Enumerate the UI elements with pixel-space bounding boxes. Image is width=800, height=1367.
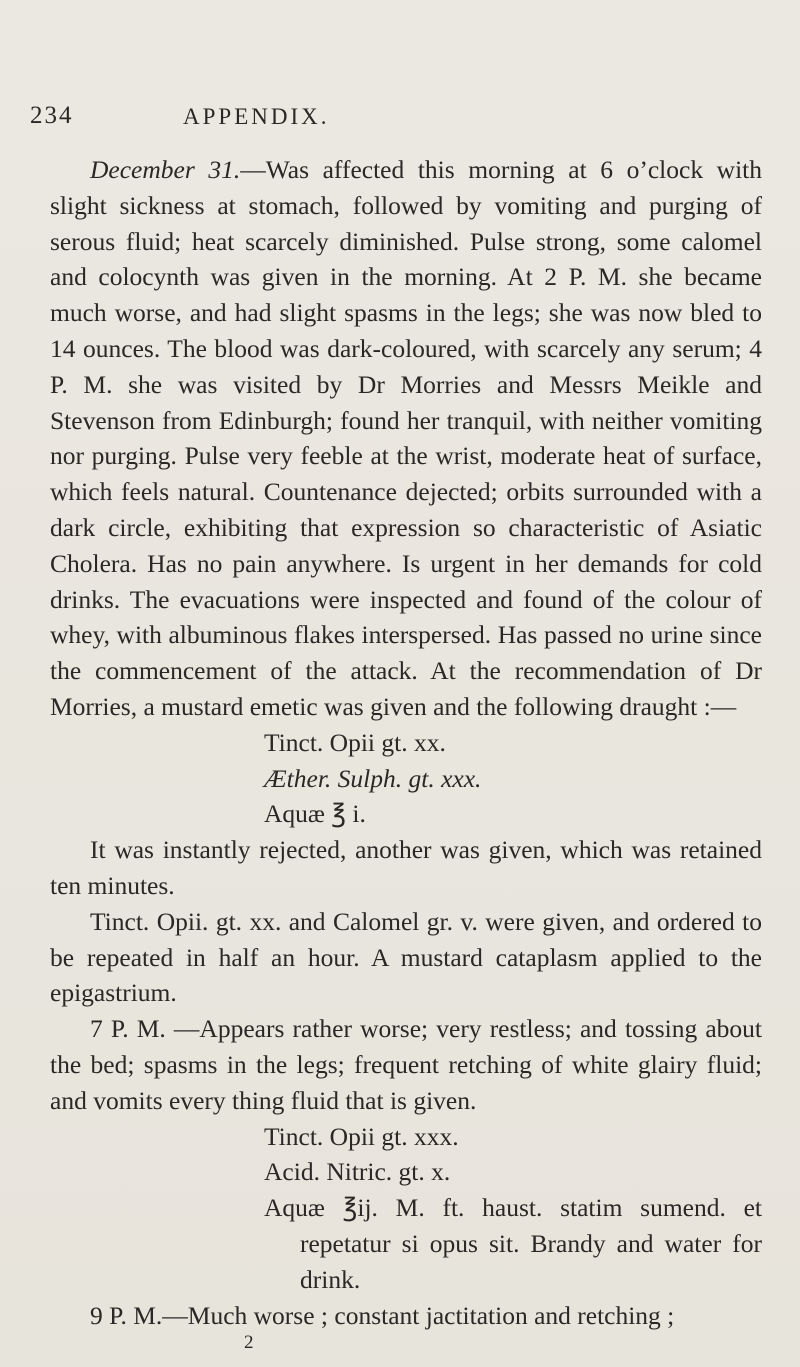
signature-mark: 2	[244, 1332, 254, 1354]
prescription-line: Aquæ ℥ i.	[264, 799, 366, 829]
paragraph-december-31	[50, 152, 762, 725]
running-title: APPENDIX.	[183, 104, 330, 129]
prescription-line: Tinct. Opii gt. xx.	[264, 727, 446, 757]
prescription-haustus	[50, 1119, 762, 1298]
prescription-line: Æther. Sulph. gt. xxx.	[264, 763, 482, 793]
prescription-line: Acid. Nitric. gt. x.	[264, 1157, 451, 1187]
page-header	[30, 102, 762, 136]
body-text	[50, 152, 762, 1353]
paragraph-9pm: 9 P. M.—Much worse ; constant jactitation and retching ;	[90, 1300, 675, 1330]
paragraph-text: —Was affected this morning at 6 o’clock with slight sickness at stomach, followed by vomiting and purging of serous fluid; heat scarcely diminished. Pulse strong, some calomel and colocynth was given in the morning. At 2 P. M. she became much worse, and had slight spasms in the legs; she was now bled to 14 ounces. The blood was dark-coloured, with scarcely any serum; 4 P. M. she was visited by Dr Morries and Messrs Meikle and Stevenson from Edinburgh; found her tranquil, with neither vomiting nor purging. Pulse very feeble at the wrist, moderate heat of surface, which feels natural. Countenance dejected; orbits surrounded with a dark circle, exhibiting that expression so characteristic of Asiatic Cholera. Has no pain anywhere. Is urgent in her demands for cold drinks. The evacuations were inspected and found of the colour of whey, with albuminous flakes interspersed. Has passed no urine since the commencement of the attack. At the recommendation of Dr Morries, a mustard emetic was given and the following draught :—	[50, 155, 762, 721]
paragraph-7pm: 7 P. M. —Appears rather worse; very restless; and tossing about the bed; spasms in the legs; frequent retching of white glairy fluid; and vomits every thing fluid that is given.	[50, 1014, 762, 1115]
entry-date: December 31.	[90, 155, 241, 184]
prescription-line: Tinct. Opii gt. xxx.	[264, 1121, 459, 1151]
paragraph-opium-calomel: Tinct. Opii. gt. xx. and Calomel gr. v. were given, and ordered to be repeated in half an hour. A mustard cataplasm applied to the epigastrium.	[50, 906, 762, 1008]
paragraph-rejected: It was instantly rejected, another was given, which was retained ten minutes.	[50, 835, 762, 900]
prescription-line: Aquæ ℥ij. M. ft. haust. statim sumend. et repetatur si opus sit. Brandy and water for drink.	[264, 1193, 762, 1294]
prescription-draught	[50, 725, 762, 832]
page-number: 234	[30, 102, 74, 129]
